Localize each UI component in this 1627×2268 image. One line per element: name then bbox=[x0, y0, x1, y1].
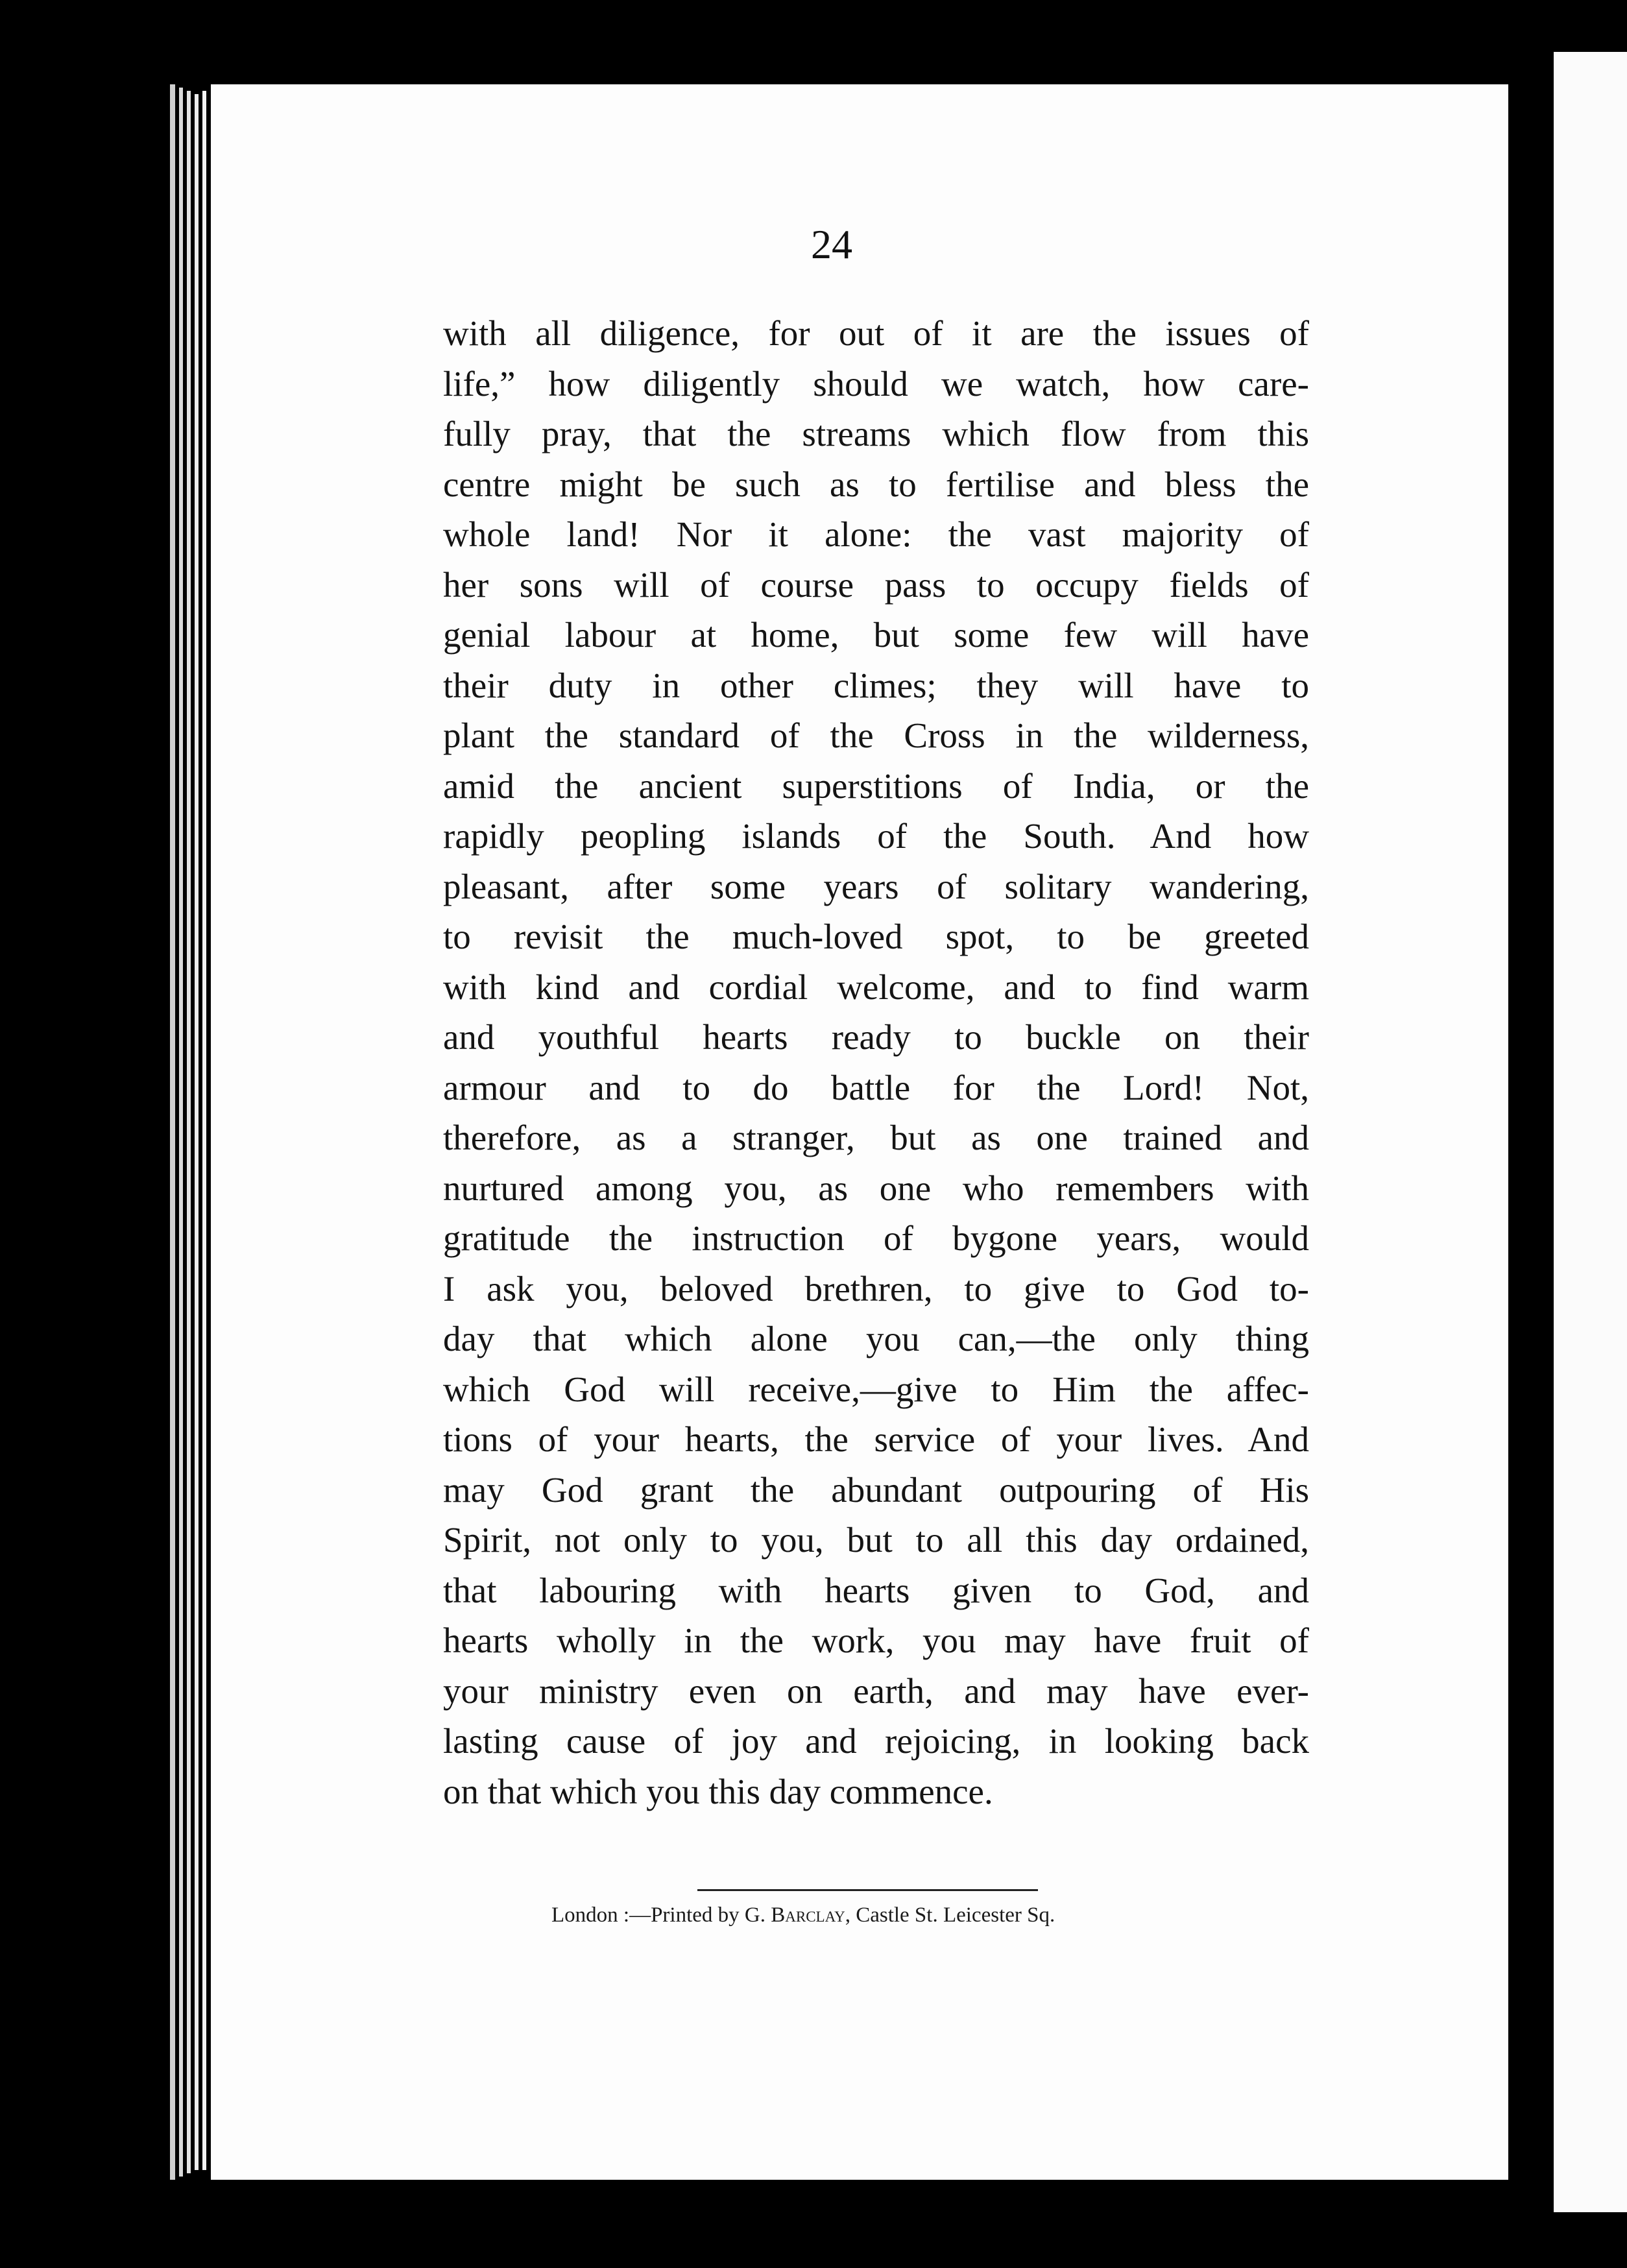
text-line: Spirit, not only to you, but to all this day ordained, bbox=[443, 1520, 1309, 1560]
page-number: 24 bbox=[811, 221, 852, 267]
text-line: nurtured among you, as one who remembers with bbox=[443, 1168, 1309, 1208]
text-line: armour and to do battle for the Lord! Not, bbox=[443, 1067, 1309, 1107]
text-line: fully pray, that the streams which flow from this bbox=[443, 414, 1309, 453]
text-line: tions of your hearts, the service of your lives. And bbox=[443, 1419, 1309, 1459]
printer-imprint bbox=[551, 1901, 1200, 1929]
text-line: on that which you this day commence. bbox=[443, 1771, 993, 1811]
text-line: with kind and cordial welcome, and to find warm bbox=[443, 967, 1309, 1007]
text-line: lasting cause of joy and rejoicing, in looking back bbox=[443, 1721, 1309, 1761]
text-line: with all diligence, for out of it are the issues of bbox=[443, 313, 1309, 353]
imprint-suffix: , Castle St. Leicester Sq. bbox=[845, 1903, 1055, 1927]
page-edge bbox=[202, 91, 206, 2170]
text-line: pleasant, after some years of solitary wandering, bbox=[443, 866, 1309, 906]
page-edge bbox=[195, 94, 199, 2170]
text-line: that labouring with hearts given to God, and bbox=[443, 1570, 1309, 1610]
text-line: gratitude the instruction of bygone years, would bbox=[443, 1218, 1309, 1258]
imprint-printer: Barclay bbox=[771, 1903, 845, 1927]
page-edge bbox=[179, 88, 183, 2177]
text-line: therefore, as a stranger, but as one trained and bbox=[443, 1118, 1309, 1157]
text-line: their duty in other climes; they will have to bbox=[443, 665, 1309, 705]
text-line: genial labour at home, but some few will have bbox=[443, 615, 1309, 655]
imprint-prefix: London :—Printed by G. bbox=[551, 1903, 771, 1927]
text-line: may God grant the abundant outpouring of His bbox=[443, 1469, 1309, 1510]
text-line: and youthful hearts ready to buckle on their bbox=[443, 1017, 1309, 1057]
text-line: I ask you, beloved brethren, to give to God to- bbox=[443, 1268, 1309, 1309]
text-line: plant the standard of the Cross in the wilderness, bbox=[443, 716, 1309, 755]
text-line: rapidly peopling islands of the South. And how bbox=[443, 816, 1309, 856]
footer-rule bbox=[697, 1889, 1038, 1891]
text-line: whole land! Nor it alone: the vast majority of bbox=[443, 514, 1309, 554]
text-line: her sons will of course pass to occupy fields of bbox=[443, 564, 1309, 605]
text-line: centre might be such as to fertilise and bless the bbox=[443, 464, 1309, 504]
text-line: which God will receive,—give to Him the affec- bbox=[443, 1369, 1309, 1409]
text-line: day that which alone you can,—the only thing bbox=[443, 1319, 1309, 1358]
text-line: to revisit the much-loved spot, to be greeted bbox=[443, 917, 1309, 956]
text-line: your ministry even on earth, and may have ever- bbox=[443, 1671, 1309, 1711]
page-edge bbox=[170, 84, 175, 2180]
text-line: amid the ancient superstitions of India, or the bbox=[443, 766, 1309, 806]
page-edge bbox=[187, 91, 191, 2173]
text-line: hearts wholly in the work, you may have fruit of bbox=[443, 1621, 1309, 1660]
facing-page-edge bbox=[1554, 52, 1627, 2212]
body-text bbox=[443, 308, 1309, 1816]
text-line: life,” how diligently should we watch, how care- bbox=[443, 363, 1309, 404]
